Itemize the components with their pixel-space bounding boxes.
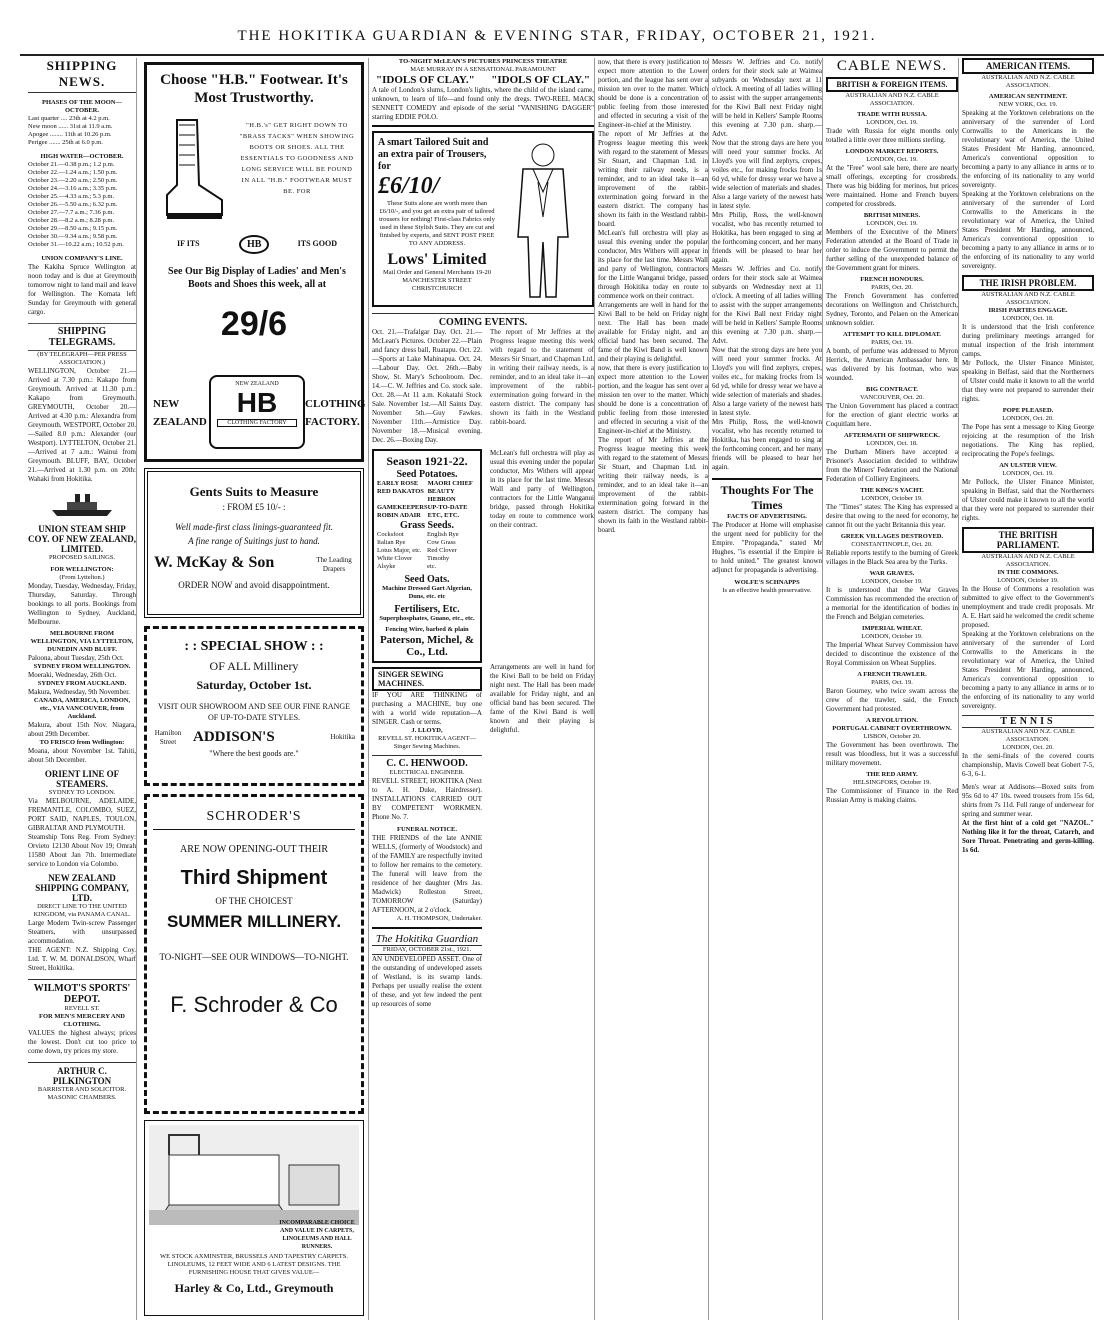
hb-badge-mid: HB <box>239 235 269 254</box>
usscl-title: UNION STEAM SHIP COY. OF NEW ZEALAND, LIMITED. <box>28 524 136 554</box>
sydney-auckland: SYDNEY FROM AUCKLAND. <box>37 680 127 687</box>
grass-item: Red Clover <box>427 547 457 554</box>
agents-text: THE AGENT: N.Z. Shipping Coy. Ltd. T. W. M. DONALDSON, Wharf Street, Hokitika. <box>28 946 136 972</box>
irish-sub: IRISH PARTIES ENGAGE. <box>988 307 1068 314</box>
schroder-text4: SUMMER MILLINERY. <box>166 912 342 931</box>
cable-item-place: LONDON, Oct. 19. <box>866 220 918 227</box>
irish-text-cont: Mr Pollock, the Ulster Finance Minister, speaking in Belfast, said that the Northerners of Ulster could make it known to all the world that they were not prepared to surrender their rights. <box>962 359 1094 403</box>
harley-ad <box>144 1120 364 1316</box>
water-row: October 22.—1.24 a.m.; 1.50 p.m. <box>28 169 118 176</box>
seed-potatoes: Seed Potatoes. <box>396 469 458 480</box>
paterson: Paterson, Michel, & Co., Ltd. <box>379 634 475 658</box>
grass-title: Grass Seeds. <box>400 520 454 531</box>
hb-footwear-ad <box>144 62 364 462</box>
wolfe-title: WOLFE'S SCHNAPPS <box>734 579 800 586</box>
guardian-date: FRIDAY, OCTOBER 21st., 1921. <box>372 945 482 955</box>
pope-place: LONDON, Oct. 20. <box>1002 415 1054 422</box>
funeral-text: THE FRIENDS of the late ANNIE WELLS, (formerly of Woodstock) and of the FAMILY are respectfully invited to follow her remains to the cemetery. The funeral will leave from the residence of her daughter (Mrs Jas. Madwick) Rolleston Street, TOMORROW (Saturday) AFTERNOON, at 2 o'clock. <box>372 834 482 914</box>
cable-title: CABLE NEWS. <box>836 58 948 74</box>
nz-shipping-title: NEW ZEALAND SHIPPING COMPANY, LTD. <box>35 873 129 903</box>
potato-item: ETC, ETC. <box>427 512 460 519</box>
hb-logo <box>209 375 305 449</box>
potato-item: ROBIN ADAIR <box>377 512 421 519</box>
suits-price: : FROM £5 10/- : <box>222 502 286 512</box>
bed-illustration <box>149 1125 359 1225</box>
cable-items <box>826 111 958 805</box>
sydney-wellington: SYDNEY FROM WELLINGTON. <box>33 663 131 670</box>
hb-logo-top: NEW ZEALAND <box>235 381 279 387</box>
grass-item: Alsyke <box>377 563 396 570</box>
cable-item-place: HELSINGFORS, October 19. <box>853 779 931 786</box>
orient-sub: SYDNEY TO LONDON. <box>48 789 116 796</box>
suited-man-illustration <box>498 137 588 301</box>
henwood-text: REVELL STREET, HOKITIKA (Next to A. H. Duke, Hairdresser). INSTALLATIONS CARRIED OUT BY COMPETENT WORKMEN. Phone No. 7. <box>372 777 482 821</box>
irish-place: LONDON, Oct. 18. <box>1002 315 1054 322</box>
sentiment-text-cont: Speaking at the Yorktown celebrations on the anniversary of the surrender of Lord Cornwallis to the Americans in the revolutionary war of America, the United States President Mr Harding, announced, America's conventional opposition to becoming a party to any alliance in arms or to the enforcing of its nationality to any world sovereignty. <box>962 190 1094 270</box>
suits-ad <box>144 468 364 618</box>
col5-text-top-repeat: Messrs W. Jeffries and Co. notify orders for their stock sale at Waimea subyards on Wednesday next at 11 o'clock. A meeting of all ladies willing to assist with the supper arrangements for the Kiwi Ball next Friday night will be held in Kellers' Sample Rooms this evening at 7.30 p.m. sharp.—Advt. <box>712 265 822 345</box>
special-text: VISIT OUR SHOWROOM AND SEE OUR FINE RANGE OF UP-TO-DATE STYLES. <box>157 702 351 722</box>
american-title: AMERICAN ITEMS. <box>962 58 1094 74</box>
schroder-text3: OF THE CHOICEST <box>215 896 293 906</box>
cable-item-text: Baron Gourney, who twice swam across the crew of the trawler, said, the French Government had protested. <box>826 687 958 713</box>
cable-item-title: BIG CONTRACT. <box>866 386 918 393</box>
cable-item-title: IMPERIAL WHEAT. <box>862 625 922 632</box>
suits-title: Gents Suits to Measure <box>189 484 319 499</box>
hb-title: Choose "H.B." Footwear. It's Most Trustworthy. <box>160 72 348 106</box>
water-title: HIGH WATER—OCTOBER. <box>40 153 124 160</box>
irish-assoc: AUSTRALIAN AND N.Z. CABLE ASSOCIATION. <box>981 291 1075 306</box>
cable-item-title: GREEK VILLAGES DESTROYED. <box>840 533 944 540</box>
potato-item: MAORI CHIEF <box>427 480 473 487</box>
cable-item-text: Reliable reports testify to the burning of Greek villages in the Black Sea area by the Turks. <box>826 549 958 566</box>
suits-firm: W. McKay & Son <box>154 554 275 571</box>
cable-item-text: The Commissioner of Finance in the Red Russian Army is making claims. <box>826 787 958 804</box>
col3-right-text-body: McLean's full orchestra will play as usual this evening under the popular conductor, Mrs Withers will appear in its place for the last time. Messrs Wall and party of Wellington, contractors for the Little Wanganui bridge, passed through Hokitika today en route to commence work on their contract. <box>490 449 594 529</box>
sydney-wellington-text: Moeraki, Wednesday, 26th Oct. <box>28 671 117 679</box>
special-sub: OF ALL Millinery <box>209 659 299 673</box>
suits-text1: Well made-first class linings-guaranteed fit. <box>175 522 333 532</box>
season-title: Season 1921-22. <box>386 454 468 468</box>
singer-text: IF YOU ARE THINKING of purchasing a MACHINE, buy one with a world wide reputation—A SINGER. Cash or terms. <box>372 691 482 726</box>
schroder-text1: ARE NOW OPENING-OUT THEIR <box>179 844 329 855</box>
phase-row: New moon ...... 31st at 11.9 a.m. <box>28 123 113 130</box>
col4-text-mid-repeat: The report of Mr Jeffries at the Progress league meeting this week with regard to the statement of Messrs Sir Stuart, and Chapman Ltd. in writing their railway needs, is a reminder, and to an ideal take it—an improvement of the rabbit-extermination going forward in the eastern district. The company has shown its faith in the Westland rabbit-board. <box>598 436 708 534</box>
potato-list <box>377 480 477 520</box>
guardian-text: AN UNDEVELOPED ASSET. One of the outstanding of undeveloped assets of Westland, is its swamp lands. Perhaps per usually realise the extent of these, and yet few indeed the pent up resources of some <box>372 955 482 1008</box>
harley-text: WE STOCK AXMINSTER, BRUSSELS AND TAPESTRY CARPETS. LINOLEUMS, 12 FEET WIDE AND 6 LATEST DESIGNS. THE FURNISHING HOUSE THAT GIVES VALUE— <box>160 1253 348 1276</box>
cable-assoc: AUSTRALIAN AND N.Z. CABLE ASSOCIATION. <box>845 92 939 107</box>
fertilisers-sub: Superphosphates, Guano, etc., etc. <box>379 615 475 622</box>
funeral-sign: A. H. THOMPSON, Undertaker. <box>396 915 482 922</box>
tennis-text: In the semi-finals of the covered courts championship, Mavis Cowell beat Gobert 7-5, 6-3, 6-1. <box>962 752 1094 778</box>
lows-price: £6/10/ <box>378 173 440 199</box>
cable-item-text: The Durham Miners have accepted a Prisoner's Association decided to withdraw from the Miners' Federation and the National Federation of Colliery Engineers. <box>826 448 958 483</box>
cable-item-title: THE RED ARMY. <box>866 771 918 778</box>
hb-logo-mark: HB <box>236 387 278 418</box>
hb-badge <box>177 235 337 255</box>
harley-firm: Harley & Co, Ltd., Greymouth <box>174 1281 334 1295</box>
funeral-title: FUNERAL NOTICE. <box>397 826 457 833</box>
cable-item-text: At the "Free" wool sale here, there are nearly small offerings, excepting for crossbreds. There was big bidding for merinos, but prices were maintained. Home and French buyers competed for crossbreds. <box>826 164 958 208</box>
cable-item-sub: PORTUGAL CABINET OVERTHROWN. <box>832 725 952 732</box>
guardian-title: The Hokitika Guardian <box>375 933 479 945</box>
col5-text-top: Messrs W. Jeffries and Co. notify orders for their stock sale at Waimea subyards on Wednesday next at 11 o'clock. A meeting of all ladies willing to assist with the supper arrangements for the Kiwi Ball next Friday night will be held in Kellers' Sample Rooms this evening at 7.30 p.m. sharp.—Advt. <box>712 58 822 138</box>
for-wellington-text: Monday, Tuesday, Wednesday, Friday, Thursday, Saturday. Through bookings to all ports. Bookings from Wellington to Sydney, Auckland, Melbourne. <box>28 582 136 626</box>
column-3 <box>372 58 595 1320</box>
water-row: October 27.—7.7 a.m.; 7.36 p.m. <box>28 209 115 216</box>
masthead-rule <box>20 54 1104 56</box>
coming-continuation-text: The report of Mr Jeffries at the Progress league meeting this week with regard to the statement of Messrs Sir Stuart, and Chapman Ltd. in writing their railway needs, is a reminder, and to an ideal take it—an improvement of the rabbit-extermination going forward in the eastern district. The company has shown its faith in the Westland rabbit-board. <box>490 328 594 426</box>
lows-text: These Suits alone are worth more than £6/10/-, and you get an extra pair of tailored trousers for nothing! First-class Fabrics only used in these Stylish Suits. They are cut and finished by experts, and SENT POST FREE TO ANY ADDRESS. <box>379 200 495 247</box>
pope-text: The Pope has sent a message to King George rejoicing at the resumption of the Irish negotiations. The King has replied, reciprocating the Pope's feelings. <box>962 423 1094 458</box>
lows-ad <box>372 131 594 307</box>
cable-item-text: The Government has been overthrown. The result was bloodless, but it was a successful military movement. <box>826 741 958 767</box>
hb-badge-right: ITS GOOD <box>297 239 337 248</box>
grass-item: Italian Rye <box>377 539 406 546</box>
sentiment-title: AMERICAN SENTIMENT. <box>988 93 1068 100</box>
tonight-sub: MAE MURRAY IN A SENSATIONAL PARAMOUNT <box>410 66 556 73</box>
orient-text: Via MELBOURNE, ADELAIDE, FREMANTLE, COLOMBO, SUEZ, PORT SAID, NAPLES, TOULON, GIBRALTAR AND PLYMOUTH. <box>28 797 136 832</box>
henwood-sub: ELECTRICAL ENGINEER. <box>389 769 465 776</box>
column-1 <box>28 58 137 1320</box>
irish-title: THE IRISH PROBLEM. <box>962 275 1094 291</box>
coming-text: Oct. 21.—Trafalgar Day. Oct. 21.—McLean's Pictures. October 22.—Plain and fancy dress ball, Ruatapu. Oct. 22.—Sports at Lake Mahinapua. Oct. 24.—Labour Day. Oct. 26th.—Baby Show, St. Mary's Schoolroom. Dec. 14.—C. W. Jeffries and Co. stock sale. Oct. 28.—At 11 a.m. Kokatahi Stock Sale. November 1st.—All Saints Day. November 5th.—Guy Fawkes. November 11th.—Armistice Day. November 18.—Musical evening. Dec. 26.—Boxing Day. <box>372 328 482 444</box>
cable-item-place: LONDON, Oct. 19. <box>866 156 918 163</box>
col5-text-low-repeat: Mrs Philip, Ross, the well-known vocalist, who has recently returned to Hokitika, has been engaged to sing at the forthcoming concert, and her many friends will be pleased to hear her again. <box>712 418 822 471</box>
water-row: October 23.—2.20 a.m.; 2.50 p.m. <box>28 177 118 184</box>
sentiment-text: Speaking at the Yorktown celebrations on the anniversary of the surrender of Lord Cornwallis to the Americans in the revolutionary war of America, the United States President Mr Harding, announced, America's conventional opposition to becoming a party to any alliance in arms or to the enforcing of its nationality to any world sovereignty. <box>962 109 1094 189</box>
wilmots-sub2: FOR MEN'S MERCERY AND CLOTHING. <box>38 1013 126 1028</box>
cable-item-title: ATTEMPT TO KILL DIPLOMAT. <box>843 331 941 338</box>
special-date: Saturday, October 1st. <box>196 678 312 692</box>
telegrams-text: WELLINGTON, October 21.—Arrived at 7.30 p.m.: Kakapo from Greymouth. Arrived at 11.30 p.m.: Kakapo from Greymouth. GREYMOUTH, October 20.—Arrived at 4.30 p.m.: Alexandra from Greymouth. WESTPORT, October 20.—Sailed 8.0 p.m.: Alexander (our Westport). LYTTELTON, October 21.—Arrived at 7 a.m.: Wainui from Greymouth. BLUFF, BAY, October 21.—Arrived at 1.30 p.m. on 20th: Wahaki from Hokitika. <box>28 367 136 483</box>
cable-item-title: THE KING'S YACHT. <box>860 487 924 494</box>
cable-item-text: Members of the Executive of the Miners' Federation attended at the Board of Trade in order to induce the Government to permit the further selling of the unexpended balance of the Government grant for miners. <box>826 228 958 272</box>
phases-title: PHASES OF THE MOON— OCTOBER. <box>42 99 122 114</box>
tonight-ad <box>372 58 594 127</box>
harley-caption: INCOMPARABLE CHOICE AND VALUE IN CARPETS, LINOLEUMS AND HALL RUNNERS. <box>279 1220 355 1250</box>
melbourne: MELBOURNE FROM WELLINGTON, VIA LYTTELTON, DUNEDIN AND BLUFF. <box>30 630 134 653</box>
hb-left: NEW ZEALAND <box>153 398 207 428</box>
cable-item-title: FRENCH HONOURS. <box>860 276 924 283</box>
grass-item: White Clover <box>377 555 413 562</box>
phase-row: Perigee ....... 25th at 6.0 p.m. <box>28 139 103 146</box>
for-wellington-sub: (From Lyttelton.) <box>59 574 105 581</box>
pope-title: POPE PLEASED. <box>1002 407 1054 414</box>
cable-item-text: Trade with Russia for eight months only totalled a little over three millions sterling. <box>826 127 958 144</box>
cable-item-title: A FRENCH TRAWLER. <box>857 671 927 678</box>
special-show-ad <box>144 626 364 786</box>
nz-shipping-text: Large Modern Twin-screw Passenger Steamers, with unsurpassed accommodation. <box>28 919 136 945</box>
schroder-ad <box>144 794 364 1114</box>
hb-display: See Our Big Display of Ladies' and Men's Boots and Shoes this week, all at <box>168 266 346 290</box>
lows-addr: Mail Order and General Merchants 19-20 MANCHESTER STREET CHRISTCHURCH <box>382 269 492 292</box>
cable-item-place: PARIS, Oct. 20. <box>871 284 913 291</box>
addison-left: Hamilton Street <box>154 729 182 746</box>
cable-item-title: LONDON MARKET REPORTS. <box>845 148 939 155</box>
pilkington-sub: BARRISTER AND SOLICITOR. <box>37 1086 127 1093</box>
cable-item-text: A bomb, of perfume was addressed to Myron Herrick, the American Ambassador here. It was delivered by his footman, who was wounded. <box>826 347 958 382</box>
column-4 <box>598 58 709 1320</box>
cable-item-place: VANCOUVER, Oct. 20. <box>860 394 924 401</box>
orient-title: ORIENT LINE OF STEAMERS. <box>44 769 120 789</box>
schroder-firm: F. Schroder & Co <box>170 992 338 1017</box>
cable-item-text: The "Times" states: The King has expressed a desire that owing to the need for economy, he cannot fit out the yacht Britannia this year. <box>826 503 958 529</box>
cable-item-place: LONDON, October 19. <box>861 495 923 502</box>
grass-item: English Rye <box>427 531 459 538</box>
grass-item: Lotus Major, etc. <box>377 547 422 554</box>
idols-left: "IDOLS OF CLAY." <box>376 74 475 86</box>
irish-text: It is understood that the Irish conference during preliminary meetings arranged for mutual inspection of the Irish internment camps. <box>962 323 1094 358</box>
potato-item: EARLY ROSE <box>377 480 419 487</box>
grass-item: Cow Grass <box>427 539 456 546</box>
commons-place: LONDON, October 19. <box>997 577 1059 584</box>
column-5 <box>712 58 823 1320</box>
for-wellington: FOR WELLINGTON: <box>50 566 114 573</box>
special-title: : : SPECIAL SHOW : : <box>184 639 324 654</box>
addison-motto: "Where the best goods are." <box>209 749 299 758</box>
col5-text-mid: Now that the strong days are here you will need your summer frocks. At Lloyd's you will find zephyrs, crepes, voiles etc., for making frocks from 1s 6d yd, while for dressy wear we have a wide selection of materials and shades. Also a large variety of the newest hats in latest style. <box>712 139 822 210</box>
water-row: October 26.—5.50 a.m.; 6.32 p.m. <box>28 201 118 208</box>
sydney-auckland-text: Makura, Wednesday, 9th November. <box>28 688 130 696</box>
water-row: October 31.—10.22 a.m.; 10.52 p.m. <box>28 241 124 248</box>
melbourne-text: Paloona, about Tuesday, 25th Oct. <box>28 654 124 662</box>
hb-badge-left: IF ITS <box>177 239 200 248</box>
seed-oats-sub: Machine Dressed Gart Algerian, Duns, etc. etc <box>382 585 472 600</box>
water-row: October 25.—4.33 a.m.; 5.3 p.m. <box>28 193 115 200</box>
col4-text-bottom: Arrangements are well in hand for the Kiwi Ball to be held on Friday night next. The Hall has been made available for Friday night, and an official band has been secured. The fame of the Kiwi Band is well known and their playing is delightful. <box>598 301 708 363</box>
frisco: TO FRISCO from Wellington: <box>39 739 125 746</box>
wolfe-sub: Is an effective health preservative. <box>722 587 812 594</box>
boot-illustration <box>157 115 227 225</box>
grass-list <box>377 531 477 571</box>
fertilisers: Fertilisers, Etc. <box>394 604 460 615</box>
column-7 <box>962 58 1094 1320</box>
water-row: October 30.—9.34 a.m.; 9.58 p.m. <box>28 233 118 240</box>
cable-item-place: LONDON, Oct. 19. <box>866 119 918 126</box>
seed-oats: Seed Oats. <box>404 574 450 585</box>
masthead-title: THE HOKITIKA GUARDIAN & EVENING STAR, FRIDAY, OCTOBER 21, 1921. <box>237 28 877 44</box>
hb-price: 29/6 <box>220 305 288 343</box>
parliament-assoc: AUSTRALIAN AND N.Z. CABLE ASSOCIATION. <box>981 553 1075 568</box>
suits-firm-right: The Leading Drapers <box>316 556 352 573</box>
napoli-text: At the first hint of a cold get "NAZOL." Nothing like it for the throat, Catarrh, and Sore Throat. Penetrating and germ-killing. 1s 6d. <box>962 819 1094 854</box>
pilkington-title: ARTHUR C. PILKINGTON <box>28 1062 136 1086</box>
commons-title: IN THE COMMONS. <box>997 569 1059 576</box>
american-assoc: AUSTRALIAN AND N.Z. CABLE ASSOCIATION. <box>981 74 1075 89</box>
adv-text: Men's wear at Addisons—Boxed suits from 95s 6d to 47 10s. tweed trousers from 15s 6d, shirts from 7s 11d. Full range of underwear for spring and summer wear. <box>962 783 1094 818</box>
telegrams-sub: (BY TELEGRAPH—PER PRESS ASSOCIATION.) <box>37 351 127 366</box>
ulster-place: LONDON, Oct. 19. <box>1002 470 1054 477</box>
commons-text: In the House of Commons a resolution was submitted to give effect to the Government's unemployment and trade credit proposals. Mr A. E. Hart said he welcomed the credit scheme proposed. <box>962 585 1094 629</box>
col3-right-text <box>490 449 594 530</box>
col5-text-low: Mrs Philip, Ross, the well-known vocalist, who has recently returned to Hokitika, has been engaged to sing at the forthcoming concert, and her many friends will be pleased to hear her again. <box>712 211 822 264</box>
grass-item: Cocksfoot <box>377 531 404 538</box>
pilkington-sub2: MASONIC CHAMBERS. <box>47 1094 117 1101</box>
addison-right: Hokitika <box>330 733 355 741</box>
cable-item-place: PARIS, Oct. 19. <box>871 339 913 346</box>
cable-item-text: The Union Government has placed a contract for the erection of giant electric works at Coquitlam here. <box>826 402 958 428</box>
cable-item-place: LONDON, October 19. <box>861 578 923 585</box>
col3-right-text2 <box>490 663 594 735</box>
cable-item-place: LONDON, Oct. 18. <box>866 440 918 447</box>
potato-item: RED DAKATOS <box>377 488 424 495</box>
col4-text-lower: McLean's full orchestra will play as usual this evening under the popular conductor, Mrs Withers will appear in its place for the last time. Messrs Wall and party of Wellington, contractors for the Little Wanganui bridge, passed through Hokitika today en route to commence work on their contract. <box>598 229 708 300</box>
suits-order: ORDER NOW and avoid disappointment. <box>178 580 330 590</box>
tennis-assoc: AUSTRALIAN AND N.Z. CABLE ASSOCIATION. <box>981 728 1075 743</box>
water-list <box>28 161 136 249</box>
canada: CANADA, AMERICA, LONDON, etc., VIA VANCOUVER, from Auckland. <box>33 697 131 720</box>
singer-name: J. LLOYD, <box>411 727 443 734</box>
union-text: The Kakiha Spruce Wellington at noon today and is due at Greymouth tomorrow night to land mail and leave for Wellington. The Komata left Sunday for Greymouth with general cargo. <box>28 263 136 316</box>
cable-item-place: PARIS, Oct. 19. <box>871 679 913 686</box>
phase-row: Apogee ........ 11th at 10.26 p.m. <box>28 131 112 138</box>
phases-list <box>28 115 136 147</box>
schroder-text2: Third Shipment <box>180 867 328 889</box>
season-ad <box>372 449 482 663</box>
ulster-text: Mr Pollock, the Ulster Finance Minister, speaking in Belfast, said that the Northerners of Ulster could make it known to all the world that they were not prepared to surrender their rights. <box>962 478 1094 522</box>
parliament-title: THE BRITISH PARLIAMENT. <box>962 527 1094 553</box>
hb-logo-bottom: CLOTHING FACTORY <box>217 419 297 427</box>
steamship-text: Steamship Tons Reg. From Sydney: Orvieto 12130 About Nov 19; Omrah 11580 About Jan 7th. Intermediate service to London via Colombo. <box>28 833 136 868</box>
cable-item-place: LONDON, October 19. <box>861 633 923 640</box>
thoughts-sub: FACTS OF ADVERTISING. <box>727 513 807 520</box>
commons-text-cont: Speaking at the Yorktown celebrations on the anniversary of the surrender of Lord Cornwallis to the Americans in the revolutionary war of America, the United States President Mr Harding, announced, America's conventional opposition to becoming a party to any alliance in arms or to the enforcing of its nationality to any world sovereignty. <box>962 630 1094 710</box>
col3-right-text2-body: Arrangements are well in hand for the Kiwi Ball to be held on Friday night next. The Hall has been made available for Friday night, and an official band has been secured. The fame of the Kiwi Band is well known and their playing is delightful. <box>490 663 594 734</box>
henwood-title: C. C. HENWOOD. <box>372 755 482 769</box>
coming-title: COMING EVENTS. <box>372 313 594 328</box>
steamer-illustration <box>47 490 117 518</box>
canada-text: Makura, about 15th Nov. Niagara, about 29th December. <box>28 721 136 738</box>
shipping-title: SHIPPING NEWS. <box>28 58 136 93</box>
wilmots-sub: REVELL ST. <box>64 1005 100 1012</box>
tonight-text: A tale of London's slums, London's lights, where the child of the island came, unknown, to learn of life—and found only the dregs. TWO-REEL MACK SENNETT COMEDY and episode of the serial "VANISHING DAGGER" starring EDDIE POLO. <box>372 86 594 121</box>
cable-item-title: A REVOLUTION. <box>866 717 918 724</box>
col5-text-mid-repeat: Now that the strong days are here you will need your summer frocks. At Lloyd's you will find zephyrs, crepes, voiles etc., for making frocks from 1s 6d yd, while for dressy wear we have a wide selection of materials and shades. Also a large variety of the newest hats in latest style. <box>712 346 822 417</box>
potato-item: UP-TO-DATE <box>427 504 468 511</box>
tennis-place: LONDON, Oct. 20. <box>1002 744 1054 751</box>
cable-item-title: AFTERMATH OF SHIPWRECK. <box>844 432 940 439</box>
column-6 <box>826 58 959 1320</box>
grass-item: etc. <box>427 563 437 570</box>
cable-item-text: It is understood that the War Graves Commission has recommended the erection of a memorial for the identification of bodies in the French and Belgian cemeteries. <box>826 586 958 621</box>
addison-name: ADDISON'S <box>193 729 275 745</box>
cable-item-title: WAR GRAVES. <box>869 570 915 577</box>
lows-firm: Lows' Limited <box>387 251 487 268</box>
hb-right: CLOTHING FACTORY. <box>305 398 366 428</box>
thoughts-title: Thoughts For The Times <box>712 478 822 513</box>
grass-item: Timothy <box>427 555 450 562</box>
sentiment-place: NEW YORK, Oct. 19. <box>998 101 1058 108</box>
column-2 <box>140 58 369 1320</box>
nz-shipping-sub: DIRECT LINE TO THE UNITED KINGDOM, via PANAMA CANAL. <box>33 903 131 918</box>
usscl-sub: PROPOSED SAILINGS. <box>48 554 116 561</box>
wilmots-text: VALUES the highest always; prices the lowest. Don't cut too price to come down, try prices my store. <box>28 1029 136 1055</box>
col4-text-top: now, that there is every justification to expect more attention to the Lower portion, and the league has sent over a mission ten over to the matter. Which should be done is a concentration of public feeling from those interested and effected in securing a visit of the Engineer-in-chief at the Ministry. <box>598 58 708 129</box>
ulster-title: AN ULSTER VIEW. <box>999 462 1057 469</box>
coming-column-continuation <box>490 328 594 427</box>
thoughts-text: The Producer at Home will emphasise the urgent need for publicity for the Empire. "Propaganda," stated Mr Hughes, "is essential if the Empire is to hold united." The greatest known adjunct for propaganda is advertising. <box>712 521 822 574</box>
cable-item-place: LISBON, October 20. <box>863 733 921 740</box>
tennis-title: TENNIS <box>962 715 1094 728</box>
suits-text2: A fine range of Suitings just to hand. <box>188 536 320 546</box>
col4-text-mid: The report of Mr Jeffries at the Progress league meeting this week with regard to the statement of Messrs Sir Stuart, and Chapman Ltd. in writing their railway needs, is a reminder, and to an ideal take it—an improvement of the rabbit-extermination going forward in the eastern district. The company has shown its faith in the Westland rabbit-board. <box>598 130 708 228</box>
schroder-title: SCHRODER'S <box>153 809 355 830</box>
col4-text-top-repeat: now, that there is every justification to expect more attention to the Lower portion, and the league has sent over a mission ten over to the matter. Which should be done is a concentration of public feeling from those interested and effected in securing a visit of the Engineer-in-chief at the Ministry. <box>598 364 708 435</box>
water-row: October 21.—0.38 p.m.; 1.2 p.m. <box>28 161 115 168</box>
singer-addr: REVELL ST. HOKITIKA AGENT—Singer Sewing Machines. <box>378 735 476 750</box>
cable-item-title: BRITISH MINERS. <box>863 212 921 219</box>
union-title: UNION COMPANY'S LINE. <box>41 255 123 262</box>
cable-sub: BRITISH & FOREIGN ITEMS. <box>826 77 958 92</box>
water-row: October 24.—3.16 a.m.; 3.35 p.m. <box>28 185 118 192</box>
telegrams-title: SHIPPING TELEGRAMS. <box>28 323 136 351</box>
water-row: October 28.—8.2 a.m.; 8.28 p.m. <box>28 217 115 224</box>
phase-row: Last quarter .... 23th at 4.2 p.m. <box>28 115 110 122</box>
potato-item: GAMEKEEPERS <box>377 504 428 511</box>
tonight-title: TO-NIGHT McLEAN'S PICTURES PRINCESS THEATRE <box>398 58 568 65</box>
schroder-text5: TO-NIGHT—SEE OUR WINDOWS—TO-NIGHT. <box>159 952 349 962</box>
cable-item-place: CONSTANTINOPLE, Oct. 20. <box>851 541 933 548</box>
hb-text: "H.B.'s" GET RIGHT DOWN TO "BRASS TACKS" WHEN SHOWING BOOTS OR SHOES. ALL THE ESSENTIALS TO GOODNESS AND LONG SERVICE WILL BE FOUND IN ALL "H.B." FOOTWEAR MUST BE. FOR <box>239 122 355 195</box>
cable-item-text: The French Government has conferred decorations on Wellington and Christchurch, Sydney, Toronto, and Pelaen on the American unknown soldier. <box>826 292 958 327</box>
cable-item-title: TRADE WITH RUSSIA. <box>857 111 927 118</box>
masthead <box>0 0 1114 56</box>
singer-title: SINGER SEWING MACHINES. <box>372 667 482 691</box>
fencing: Fencing Wire, barbed & plain <box>385 626 469 633</box>
lows-title: A smart Tailored Suit and an extra pair of Trousers, for <box>378 137 489 172</box>
water-row: October 29.—8.50 a.m.; 9.15 p.m. <box>28 225 118 232</box>
wilmots-title: WILMOT'S SPORTS' DEPOT. <box>28 979 136 1005</box>
cable-item-text: The Imperial Wheat Survey Commission have decided to discontinue the existence of the Royal Commission on Wheat Supplies. <box>826 641 958 667</box>
idols-right: "IDOLS OF CLAY." <box>491 74 590 86</box>
frisco-text: Moana, about November 1st. Tahiti, about 5th December. <box>28 747 136 764</box>
potato-item: BEAUTY HEBRON <box>427 488 456 503</box>
